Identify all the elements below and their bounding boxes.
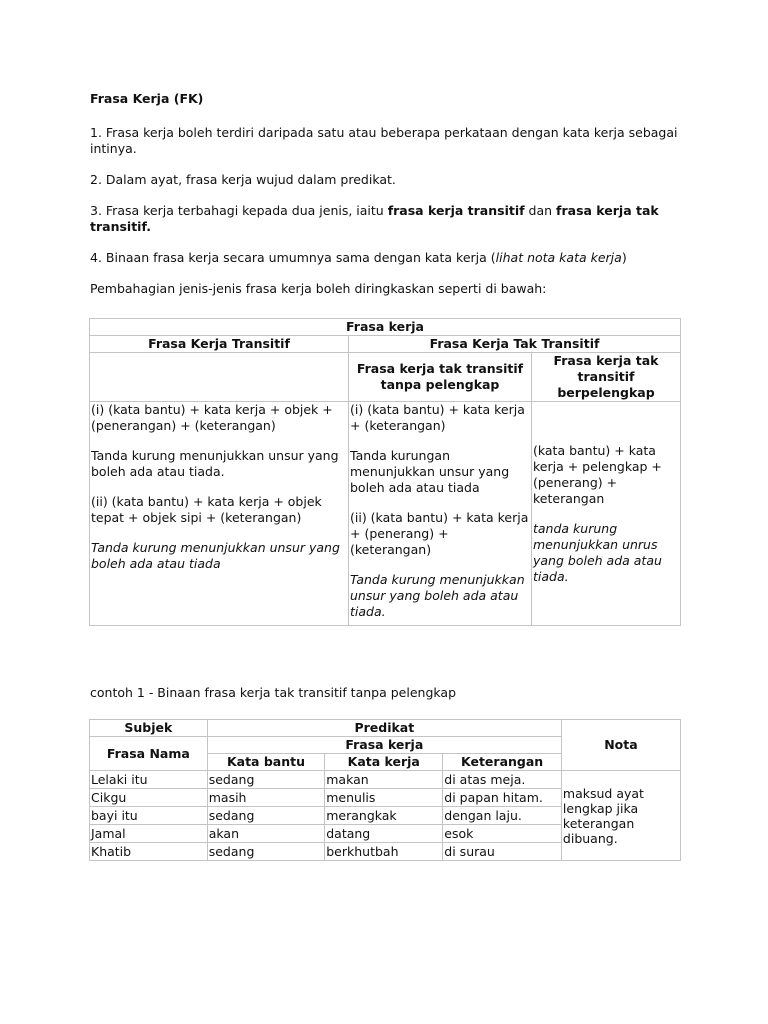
transitif-note-1: Tanda kurung menunjukkan unsur yang boleh ada atau tiada. [91, 448, 339, 479]
summary-intro: Pembahagian jenis-jenis frasa kerja boleh diringkaskan seperti di bawah: [90, 281, 547, 296]
point-3 [90, 203, 690, 235]
row-kata-bantu: sedang [207, 771, 325, 789]
row-kata-kerja: makan [325, 771, 443, 789]
table2-nota-cell: maksud ayat lengkap jika keterangan dibuang. [561, 771, 680, 861]
table1-transitif-cell [90, 402, 349, 626]
table2-header-nota: Nota [561, 720, 680, 771]
point-3-dan: dan [524, 203, 557, 218]
row-subjek: Jamal [90, 825, 208, 843]
point-3-text: 3. Frasa kerja terbahagi kepada dua jenis, iaitu [90, 203, 388, 218]
document-body [90, 90, 690, 312]
point-3-tak-transitif: frasa kerja tak transitif. [90, 203, 659, 234]
table1-header-main: Frasa kerja [90, 319, 681, 336]
row-keterangan: di surau [443, 843, 562, 861]
tanpa-note-1: Tanda kurungan menunjukkan unsur yang boleh ada atau tiada [350, 448, 510, 495]
tanpa-formula-2: (ii) (kata bantu) + kata kerja + (penerang) + (keterangan) [350, 510, 529, 557]
row-kata-kerja: datang [325, 825, 443, 843]
ber-note-1: tanda kurung menunjukkan unrus yang boleh ada atau tiada. [533, 520, 662, 584]
point-4-text: 4. Binaan frasa kerja secara umumnya sama dengan kata kerja ( [90, 250, 496, 265]
row-subjek: bayi itu [90, 807, 208, 825]
row-keterangan: di atas meja. [443, 771, 562, 789]
row-kata-kerja: berkhutbah [325, 843, 443, 861]
table2-header-kata-kerja: Kata kerja [325, 754, 443, 771]
table1-sub-tanpa-pelengkap: Frasa kerja tak transitif tanpa pelengkap [349, 353, 532, 402]
table2-header-kata-bantu: Kata bantu [207, 754, 325, 771]
point-2: 2. Dalam ayat, frasa kerja wujud dalam predikat. [90, 172, 396, 187]
point-4-close: ) [621, 250, 627, 265]
transitif-formula-1: (i) (kata bantu) + kata kerja + objek + (penerangan) + (keterangan) [91, 402, 333, 433]
tanpa-formula-1: (i) (kata bantu) + kata kerja + (keterangan) [350, 402, 525, 433]
row-kata-kerja: merangkak [325, 807, 443, 825]
example-1-table [89, 719, 681, 861]
example-1-label: contoh 1 - Binaan frasa kerja tak transitif tanpa pelengkap [90, 685, 456, 700]
row-kata-bantu: akan [207, 825, 325, 843]
point-1: 1. Frasa kerja boleh terdiri daripada satu atau beberapa perkataan dengan kata kerja sebagai intinya. [90, 125, 678, 156]
ber-formula-1: (kata bantu) + kata kerja + pelengkap + (penerang) + keterangan [533, 442, 662, 506]
table1-header-tak-transitif: Frasa Kerja Tak Transitif [349, 336, 681, 353]
row-kata-bantu: sedang [207, 807, 325, 825]
table1-empty-cell [90, 353, 349, 402]
page-title: Frasa Kerja (FK) [90, 91, 204, 106]
row-kata-bantu: masih [207, 789, 325, 807]
row-subjek: Lelaki itu [90, 771, 208, 789]
row-subjek: Khatib [90, 843, 208, 861]
table1-header-transitif: Frasa Kerja Transitif [90, 336, 349, 353]
table2-header-predikat: Predikat [207, 720, 561, 737]
frasa-kerja-summary-table [89, 318, 681, 626]
table2-header-frasa-nama: Frasa Nama [90, 737, 208, 771]
transitif-note-2: Tanda kurung menunjukkan unsur yang boleh ada atau tiada [91, 540, 340, 571]
table1-sub-berpelengkap: Frasa kerja tak transitif berpelengkap [532, 353, 681, 402]
row-subjek: Cikgu [90, 789, 208, 807]
row-keterangan: esok [443, 825, 562, 843]
point-4 [90, 250, 690, 266]
table2-header-frasa-kerja: Frasa kerja [207, 737, 561, 754]
row-kata-kerja: menulis [325, 789, 443, 807]
row-kata-bantu: sedang [207, 843, 325, 861]
table1-berpelengkap-cell [532, 402, 681, 626]
table-row [90, 771, 681, 789]
row-keterangan: dengan laju. [443, 807, 562, 825]
transitif-formula-2: (ii) (kata bantu) + kata kerja + objek tepat + objek sipi + (keterangan) [91, 494, 322, 525]
table2-header-keterangan: Keterangan [443, 754, 562, 771]
point-4-link-note: lihat nota kata kerja [495, 250, 622, 265]
point-3-transitif: frasa kerja transitif [387, 203, 525, 218]
table2-header-subjek: Subjek [90, 720, 208, 737]
row-keterangan: di papan hitam. [443, 789, 562, 807]
tanpa-note-2: Tanda kurung menunjukkan unsur yang boleh ada atau tiada. [350, 572, 525, 619]
table1-tanpa-pelengkap-cell [349, 402, 532, 626]
